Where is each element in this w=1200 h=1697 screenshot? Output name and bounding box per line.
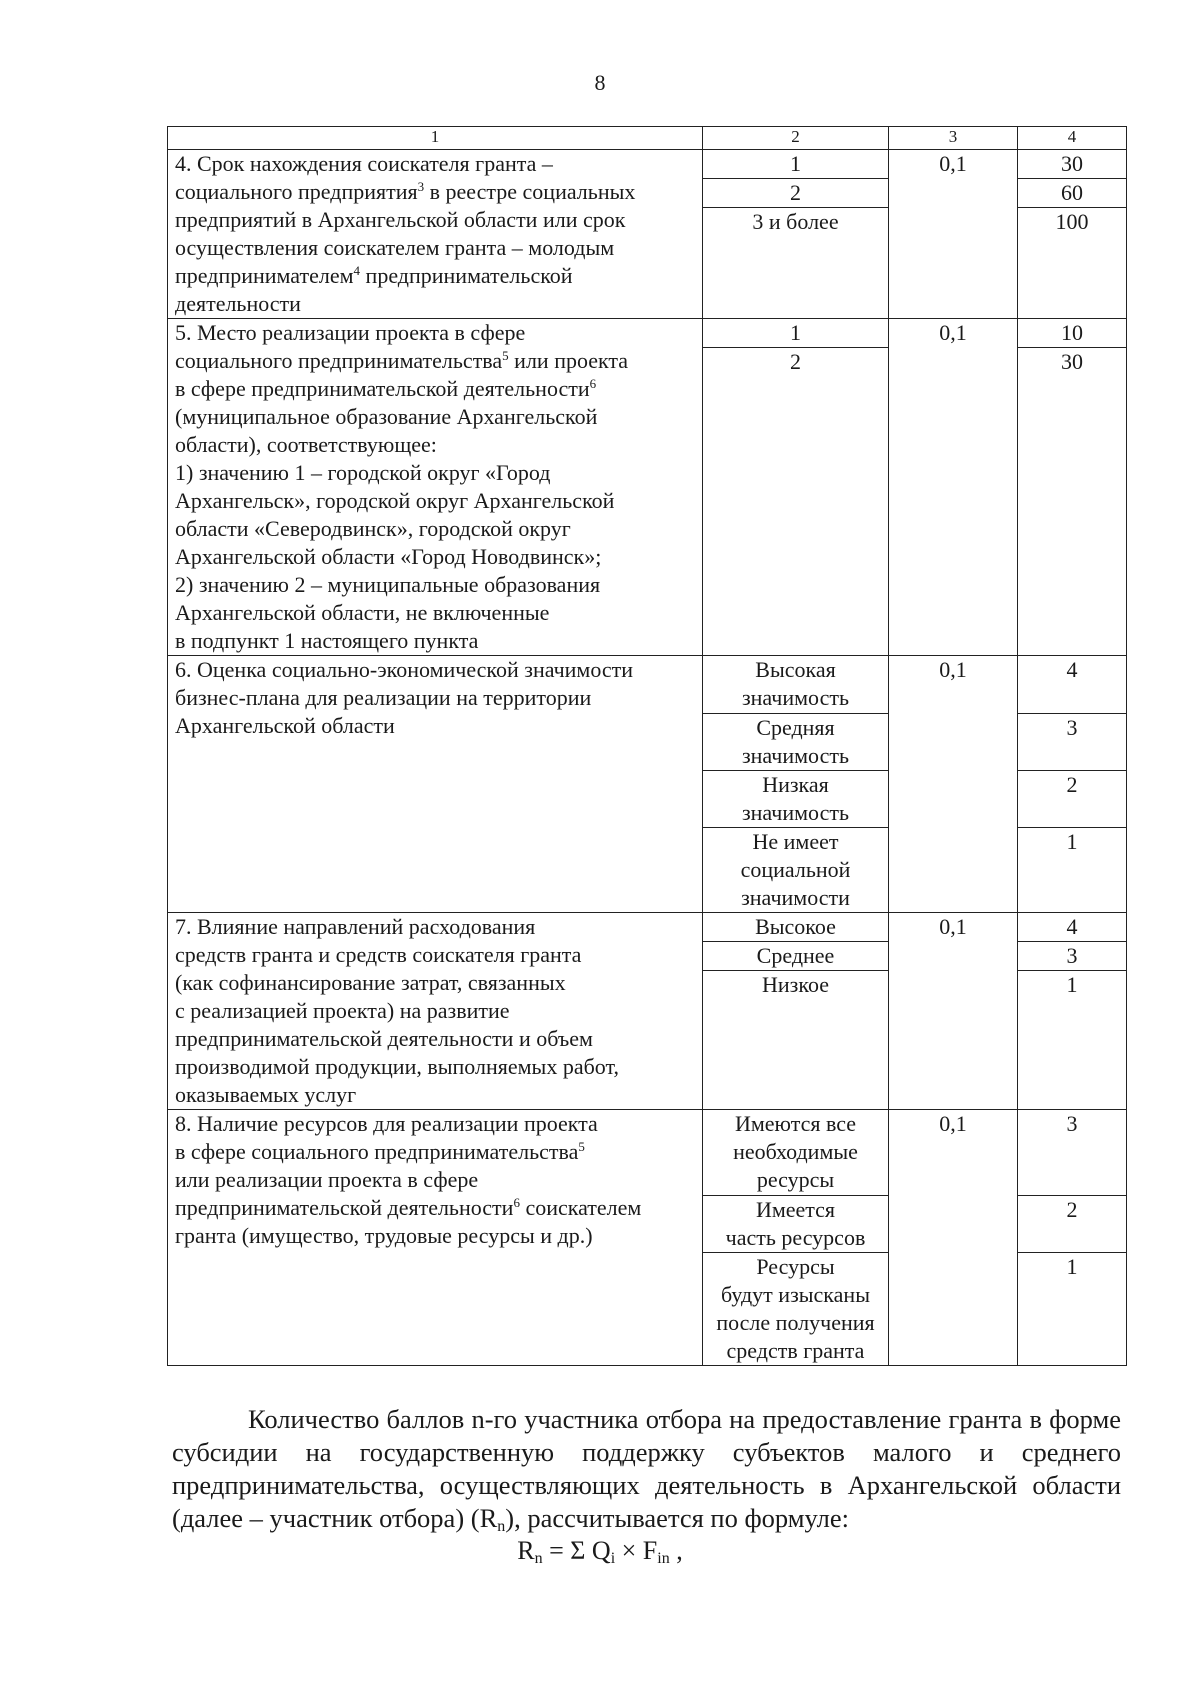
score: 4 <box>1066 657 1078 682</box>
value: Высокое <box>755 914 836 939</box>
value: Не имеет социальной значимости <box>703 827 888 912</box>
value: Ресурсы будут изысканы после получения средств гранта <box>703 1252 888 1365</box>
score: 30 <box>1061 151 1083 176</box>
value-cell <box>703 319 889 656</box>
weight-cell: 0,1 <box>889 150 1018 319</box>
value: Средняя значимость <box>703 713 888 770</box>
criterion-cell: 6. Оценка социально-экономической значимости бизнес-плана для реализации на территории Архангельской области <box>168 656 703 913</box>
value: Высокая значимость <box>741 657 850 710</box>
value: Низкая значимость <box>703 770 888 827</box>
header-col-1: 1 <box>168 127 703 150</box>
header-col-3: 3 <box>889 127 1018 150</box>
score: 3 <box>1018 942 1126 971</box>
score-cell <box>1018 1110 1127 1366</box>
header-col-2: 2 <box>703 127 889 150</box>
score: 100 <box>1018 208 1126 237</box>
score: 30 <box>1018 348 1126 377</box>
value: 3 и более <box>703 208 888 237</box>
criterion-cell: 8. Наличие ресурсов для реализации проекта в сфере социального предпринимательства$^5$ или реализации проекта в сфере предпринимательской деятельности$^6$ соискателем гранта (имущество, трудовые ресурсы и др.) <box>168 1110 703 1366</box>
score: 3 <box>1066 1111 1078 1136</box>
value-cell <box>703 656 889 913</box>
value: 2 <box>703 348 888 377</box>
score-cell <box>1018 656 1127 913</box>
table-row <box>168 319 1127 656</box>
value: Имеется часть ресурсов <box>703 1195 888 1252</box>
table-row <box>168 913 1127 1110</box>
formula: $R_n = \Sigma$ $Q_i \times F_{in}$ , <box>517 1536 683 1567</box>
page-number: 8 <box>594 70 606 95</box>
value: 1 <box>790 320 801 345</box>
value-cell <box>703 1110 889 1366</box>
value: Имеются все необходимые ресурсы <box>733 1111 858 1192</box>
value: Низкое <box>703 971 888 1000</box>
score: 10 <box>1061 320 1083 345</box>
table-row <box>168 656 1127 913</box>
value-cell <box>703 150 889 319</box>
score: 1 <box>1018 1252 1126 1365</box>
weight-cell: 0,1 <box>889 1110 1018 1366</box>
score: 1 <box>1018 827 1126 912</box>
header-col-4: 4 <box>1018 127 1127 150</box>
value: 1 <box>790 151 801 176</box>
table-row <box>168 150 1127 319</box>
value: 2 <box>703 179 888 208</box>
score: 2 <box>1018 770 1126 827</box>
score: 1 <box>1018 971 1126 1000</box>
score-cell <box>1018 913 1127 1110</box>
header-row <box>168 127 1127 150</box>
score: 2 <box>1018 1195 1126 1252</box>
score-cell <box>1018 150 1127 319</box>
criterion-cell: 5. Место реализации проекта в сфере социального предпринимательства$^5$ или проекта в сфере предпринимательской деятельности$^6$ (муниципальное образование Архангельской области), соответствующее: 1) значению 1 – городской округ «Город Архангельск», городской округ Архангельской области «Северодвинск», городской округ Архангельской области «Город Новодвинск»; 2) значению 2 – муниципальные образования Архангельской области, не включенные в подпункт 1 настоящего пункта <box>168 319 703 656</box>
criterion-cell: 4. Срок нахождения соискателя гранта – социального предприятия$^3$ в реестре социальных предприятий в Архангельской области или срок осуществления соискателем гранта – молодым предпринимателем$^4$ предпринимательской деятельности <box>168 150 703 319</box>
score: 60 <box>1018 179 1126 208</box>
criterion-cell: 7. Влияние направлений расходования средств гранта и средств соискателя гранта (как софинансирование затрат, связанных с реализацией проекта) на развитие предпринимательской деятельности и объем производимой продукции, выполняемых работ, оказываемых услуг <box>168 913 703 1110</box>
score: 4 <box>1066 914 1078 939</box>
weight-cell: 0,1 <box>889 656 1018 913</box>
criteria-table <box>167 126 1127 1366</box>
formula-intro-paragraph: Количество баллов n-го участника отбора на предоставление гранта в форме субсидии на государственную поддержку субъектов малого и среднего предпринимательства, осуществляющих деятельность в Архангельской области (далее – участник отбора) $(R_n)$, рассчитывается по формуле: <box>172 1404 1121 1535</box>
score-cell <box>1018 319 1127 656</box>
weight-cell: 0,1 <box>889 913 1018 1110</box>
value-cell <box>703 913 889 1110</box>
value: Среднее <box>703 942 888 971</box>
weight-cell: 0,1 <box>889 319 1018 656</box>
score: 3 <box>1018 713 1126 770</box>
table-row <box>168 1110 1127 1366</box>
